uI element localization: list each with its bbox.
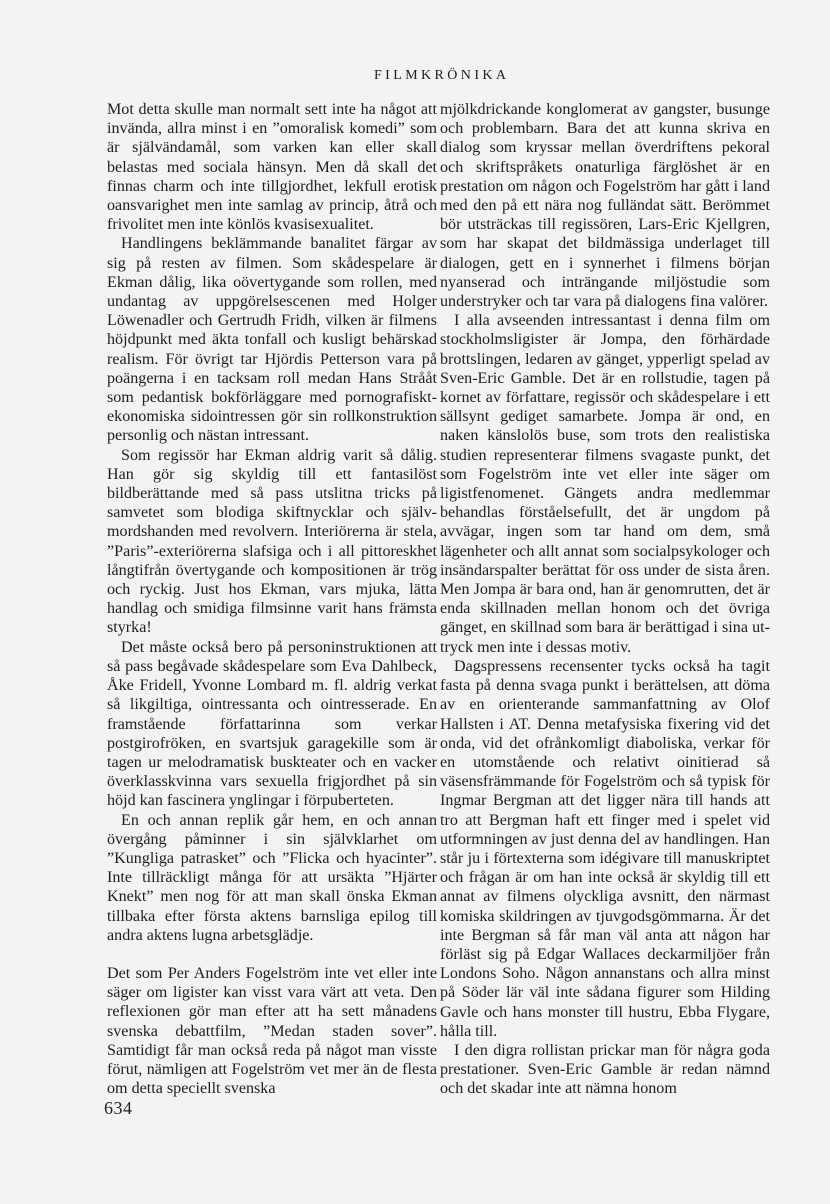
paragraph: Mot detta skulle man normalt sett inte ha något att invända, allra minst i en ”omoralisk komedi” som är självändamål, som varken kan eller skall belastas med sociala hänsyn. Men då skall det finnas charm och inte tillgjordhet, lekfull erotisk oansvarighet men inte samlag av princip, åtrå och frivolitet men inte könlös kvasisexualitet. bbox=[107, 101, 437, 234]
section-opening-paragraph: Det som Per Anders Fogelström inte vet eller inte säger om ligister kan visst vara värt att veta. Den reflexionen gör man efter att ha sett månadens svenska debattfilm, ”Medan staden sover”. Samtidigt får man också reda på något man visste förut, nämligen att Fogelström vet mer än de flesta om detta speciellt svenska bbox=[107, 964, 437, 1098]
paragraph: Handlingens beklämmande banalitet färgar av sig på resten av filmen. Som skådespelare är Ekman dålig, lika oövertygande som rollen, med undantag av uppgörelsescenen med Holger Löwenadler och Gertrudh Fridh, vilken är filmens höjdpunkt med äkta tonfall och kusligt behärskad realism. För övrigt tar Hjördis Petterson vara på poängerna i en tacksam roll medan Hans Strååt som pedantisk bokförläggare med pornografiskt-ekonomiska sidointressen gör sin rollkonstruktion personlig och nästan intressant. bbox=[107, 235, 437, 445]
paragraph: mjölkdrickande konglomerat av gangster, busunge och problembarn. Bara det att kunna skriva en dialog som kryssar mellan överdriftens pekoral och skriftspråkets onaturliga färglöshet är en prestation om någon och Fogelström har gått i land med den på ett nära nog fulländat sätt. Berömmet bör utsträckas till regissören, Lars-Eric Kjellgren, som har skapat det bildmässiga underlaget till dialogen, gett en i synnerhet i filmens början nyanserad och inträngande miljöstudie som understryker och tar vara på dialogens fina valörer. bbox=[440, 101, 770, 311]
section-break bbox=[107, 945, 437, 964]
paragraph: Som regissör har Ekman aldrig varit så dålig. Han gör sig skyldig till ett fantasilöst bildberättande med så pass utslitna tricks på samvetet som blodiga skiftnycklar och självmordshanden med revolvern. Interiörerna är stela, ”Paris”-exteriörerna slafsiga och i all pittoreskhet långtifrån övertygande och kompositionen är trög och ryckig. Just hos Ekman, vars mjuka, lätta handlag och smidiga filmsinne varit hans främsta styrka! bbox=[107, 446, 437, 637]
paragraph: I den digra rollistan prickar man för några goda prestationer. Sven-Eric Gamble är redan nämnd och det skadar inte att nämna honom bbox=[440, 1041, 770, 1098]
paragraph: I alla avseenden intressantast i denna film om stockholmsligister är Jompa, den förhärdade brottslingen, ledaren av gänget, ypperligt spelad av Sven-Eric Gamble. Det är en rollstudie, tagen på kornet av författare, regissör och skådespelare i ett sällsynt gediget samarbete. Jompa är ond, en naken känslolös buse, som trots den realistiska studien representerar filmens svagaste punkt, det som Fogelström inte vet eller inte säger om ligistfenomenet. Gängets andra medlemmar behandlas förståelsefullt, det är ungdom på avvägar, ingen som tar hand om dem, små lägenheter och allt annat som socialpsykologer och insändarspalter berättat för oss under de sista åren. Men Jompa är bara ond, han är genomrutten, det är enda skillnaden mellan honom och det övriga gänget, en skillnad som bara är berättigad i sina uttryck men inte i dessas motiv. bbox=[440, 312, 770, 656]
running-head: FILMKRÖNIKA bbox=[374, 68, 510, 83]
page-number: 634 bbox=[104, 1098, 133, 1118]
paragraph: Det måste också bero på personinstruktionen att så pass begåvade skådespelare som Eva Dahlbeck, Åke Fridell, Yvonne Lombard m. fl. aldrig verkat så likgiltiga, ointressanta och ointresserade. En framstående författarinna som verkar postgirofröken, en svartsjuk garagekille som är tagen ur melodramatisk buskteater och en vacker överklasskvinna vars sexuella frigjordhet på sin höjd kan fascinera ynglingar i förpuberteten. bbox=[107, 638, 437, 810]
paragraph: Dagspressens recensenter tycks också ha tagit fasta på denna svaga punkt i berättelsen, att döma av en orienterande sammanfattning av Olof Hallsten i AT. Denna metafysiska fixering vid det onda, vid det ofrånkomligt diaboliska, verkar för en utomstående och relativt oinitierad så väsensfrämmande för Fogelström och så typisk för Ingmar Bergman att det ligger nära till hands att tro att Bergman haft ett finger med i spelet vid utformningen av just denna del av handlingen. Han står ju i förtexterna som idégivare till manuskriptet och frågan är om han inte också är skyldig till ett annat av filmens olyckliga avsnitt, den närmast komiska skildringen av tjuvgodsgömmarna. Är det inte Bergman så får man väl anta att någon har förläst sig på Edgar Wallaces deckarmiljöer från Londons Soho. Någon annanstans och allra minst på Söder lär väl inte sådana figurer som Hilding Gavle och hans monster till hustru, Ebba Flygare, hålla till. bbox=[440, 657, 770, 1040]
left-column bbox=[107, 100, 437, 1098]
paragraph: En och annan replik går hem, en och annan övergång påminner i sin självklarhet om ”Kungliga patrasket” och ”Flicka och hyacinter”. Inte tillräckligt många för att ursäkta ”Hjärter Knekt” men nog för att man skall önska Ekman tillbaka efter första aktens barnsliga epilog till andra aktens lugna arbetsglädje. bbox=[107, 811, 437, 944]
right-column bbox=[440, 100, 770, 1099]
